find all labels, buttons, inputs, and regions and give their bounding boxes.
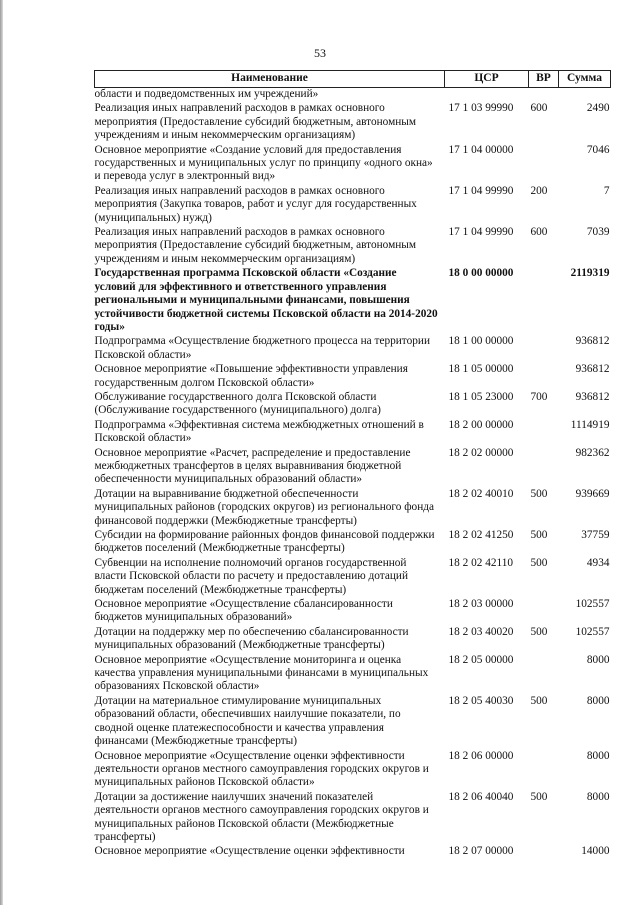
cell-sum: 7039 — [586, 226, 610, 239]
table-row — [95, 654, 611, 695]
cell-vr — [529, 363, 559, 391]
cell-csr: 18 2 05 00000 — [448, 653, 514, 666]
cell-sum: 7046 — [586, 143, 610, 156]
cell-name: Дотации на выравнивание бюджетной обеспеченности муниципальных районов (городских округов) из регионального фонда финансовой поддержки (Межбюджетные трансферты) — [94, 487, 435, 527]
cell-vr — [529, 335, 559, 363]
header-vr: ВР — [529, 71, 559, 88]
cell-vr: 500 — [530, 625, 548, 638]
cell-name: области и подведомственных им учреждений» — [94, 88, 319, 100]
cell-sum: 982362 — [575, 446, 610, 459]
cell-sum: 14000 — [581, 845, 610, 858]
cell-sum: 8000 — [586, 749, 610, 762]
cell-name: Дотации на поддержку мер по обеспечению сбалансированности муниципальных образований (Межбюджетные трансферты) — [94, 625, 409, 652]
table-row — [95, 88, 611, 103]
cell-sum: 8000 — [586, 653, 610, 666]
cell-vr — [529, 845, 559, 859]
cell-sum — [559, 88, 611, 103]
budget-table — [94, 70, 611, 860]
table-row — [95, 791, 611, 846]
cell-vr: 500 — [530, 694, 548, 707]
cell-vr: 500 — [530, 790, 548, 803]
scan-edge — [0, 0, 3, 905]
cell-name: Субсидии на формирование районных фондов финансовой поддержки бюджетов поселений (Межбюджетные трансферты) — [94, 529, 435, 555]
cell-vr: 500 — [530, 529, 548, 541]
cell-sum: 8000 — [586, 790, 610, 803]
table-row — [95, 102, 611, 143]
table-row — [95, 598, 611, 626]
cell-sum: 102557 — [575, 598, 610, 611]
cell-csr: 18 2 00 00000 — [448, 418, 514, 431]
cell-csr — [445, 88, 529, 103]
cell-csr: 18 1 05 00000 — [448, 363, 514, 376]
cell-csr: 17 1 04 00000 — [448, 143, 514, 156]
table-row — [95, 391, 611, 419]
cell-name: Обслуживание государственного долга Псковской области (Обслуживание государственного (муниципального) долга) — [94, 390, 381, 417]
cell-name: Реализация иных направлений расходов в рамках основного мероприятия (Закупка товаров, работ и услуг для государственных (муниципальных) нужд) — [94, 184, 417, 224]
cell-csr: 18 2 03 00000 — [448, 598, 514, 611]
table-row — [95, 529, 611, 557]
table-row — [95, 419, 611, 447]
cell-vr — [529, 750, 559, 791]
cell-csr: 18 2 06 00000 — [448, 749, 514, 762]
table-body — [95, 88, 611, 860]
cell-csr: 18 2 02 40010 — [448, 487, 514, 500]
table-row — [95, 363, 611, 391]
table-row — [95, 845, 611, 859]
table-row — [95, 557, 611, 598]
cell-sum: 939669 — [575, 487, 610, 500]
cell-vr — [529, 654, 559, 695]
cell-sum: 4934 — [586, 556, 610, 569]
cell-sum: 936812 — [575, 335, 610, 348]
cell-vr — [529, 88, 559, 103]
cell-name: Основное мероприятие «Осуществление мониторинга и оценка качества управления муниципальными финансами в муниципальных образованиях Псковской области» — [94, 653, 429, 693]
table-row — [95, 335, 611, 363]
cell-csr: 18 2 05 40030 — [448, 694, 514, 707]
cell-csr: 18 1 05 23000 — [448, 390, 514, 403]
cell-name: Подпрограмма «Осуществление бюджетного процесса на территории Псковской области» — [94, 335, 430, 361]
cell-vr: 700 — [530, 390, 548, 403]
table-row — [95, 185, 611, 226]
cell-csr: 18 2 03 40020 — [448, 625, 514, 638]
cell-sum: 37759 — [581, 529, 610, 541]
cell-vr: 600 — [530, 102, 548, 115]
cell-name: Основное мероприятие «Осуществление оценки эффективности деятельности органов местного самоуправления городских округов и муниципальных районов Псковской области» — [94, 749, 429, 789]
cell-sum: 936812 — [575, 363, 610, 376]
cell-csr: 18 2 02 00000 — [448, 446, 514, 459]
header-csr: ЦСР — [445, 71, 529, 88]
cell-sum: 936812 — [575, 390, 610, 403]
cell-name: Реализация иных направлений расходов в рамках основного мероприятия (Предоставление субсидий бюджетным, автономным учреждениям и иным некоммерческим организациям) — [94, 102, 417, 142]
cell-sum: 2490 — [586, 102, 610, 115]
cell-csr: 18 0 00 00000 — [448, 267, 514, 280]
header-name: Наименование — [95, 71, 445, 88]
table-row — [95, 226, 611, 267]
cell-name: Основное мероприятие «Расчет, распределение и предоставление межбюджетных трансфертов в целях выравнивания бюджетной обеспеченности муниципальных образований области» — [94, 446, 411, 486]
cell-name: Субвенции на исполнение полномочий органов государственной власти Псковской области по расчету и предоставлению дотаций бюджетам поселений (Межбюджетные трансферты) — [94, 556, 408, 596]
cell-name: Государственная программа Псковской области «Создание условий для эффективного и ответственного управления региональными и муниципальными финансами, повышения устойчивости бюджетной системы Псковской области на 2014-2020 годы» — [94, 267, 438, 333]
table-row — [95, 267, 611, 335]
cell-vr: 200 — [530, 184, 548, 197]
cell-vr: 600 — [530, 226, 548, 239]
cell-vr — [529, 447, 559, 488]
cell-sum: 8000 — [586, 694, 610, 707]
cell-vr: 500 — [530, 487, 548, 500]
cell-name: Основное мероприятие «Осуществление оценки эффективности — [94, 845, 405, 858]
cell-name: Реализация иных направлений расходов в рамках основного мероприятия (Предоставление субсидий бюджетным, автономным учреждениям и иным некоммерческим организациям) — [94, 226, 417, 265]
cell-vr — [529, 419, 559, 447]
cell-name: Дотации за достижение наилучших значений показателей деятельности органов местного самоуправления городских округов и муниципальных районов Псковской области (Межбюджетные трансферты) — [94, 790, 429, 843]
cell-csr: 18 2 06 40040 — [448, 790, 514, 803]
table-row — [95, 447, 611, 488]
page-number: 53 — [314, 46, 326, 60]
cell-name: Основное мероприятие «Создание условий для предоставления государственных и муниципальных услуг по принципу «одного окна» и перевода услуг в электронный вид» — [94, 143, 433, 183]
cell-name: Основное мероприятие «Повышение эффективности управления государственным долгом Псковской области» — [94, 363, 408, 389]
cell-sum: 2119319 — [570, 267, 610, 280]
cell-name: Дотации на материальное стимулирование муниципальных образований области, обеспечивших наилучшие показатели, по сводной оценке платежеспособности и качества управления финансами (Межбюджетные трансферты) — [94, 694, 401, 748]
cell-csr: 17 1 03 99990 — [448, 102, 514, 115]
cell-csr: 18 2 07 00000 — [448, 845, 514, 858]
table-row — [95, 695, 611, 750]
cell-csr: 18 2 02 41250 — [448, 529, 514, 541]
cell-csr: 18 1 00 00000 — [448, 335, 514, 348]
cell-name: Основное мероприятие «Осуществление сбалансированности бюджетов муниципальных образований» — [94, 598, 393, 624]
table-row — [95, 750, 611, 791]
cell-csr: 17 1 04 99990 — [448, 226, 514, 239]
cell-sum: 1114919 — [570, 418, 610, 431]
cell-vr — [529, 144, 559, 185]
cell-vr — [529, 598, 559, 626]
cell-vr — [529, 267, 559, 335]
cell-name: Подпрограмма «Эффективная система межбюджетных отношений в Псковской области» — [94, 418, 424, 445]
table-row — [95, 626, 611, 654]
table-header — [95, 71, 611, 88]
table-row — [95, 144, 611, 185]
table-row — [95, 488, 611, 529]
cell-vr: 500 — [530, 556, 548, 569]
header-sum: Сумма — [559, 71, 611, 88]
cell-sum: 102557 — [575, 625, 610, 638]
cell-csr: 17 1 04 99990 — [448, 184, 514, 197]
cell-sum: 7 — [603, 184, 610, 197]
cell-csr: 18 2 02 42110 — [448, 556, 514, 569]
